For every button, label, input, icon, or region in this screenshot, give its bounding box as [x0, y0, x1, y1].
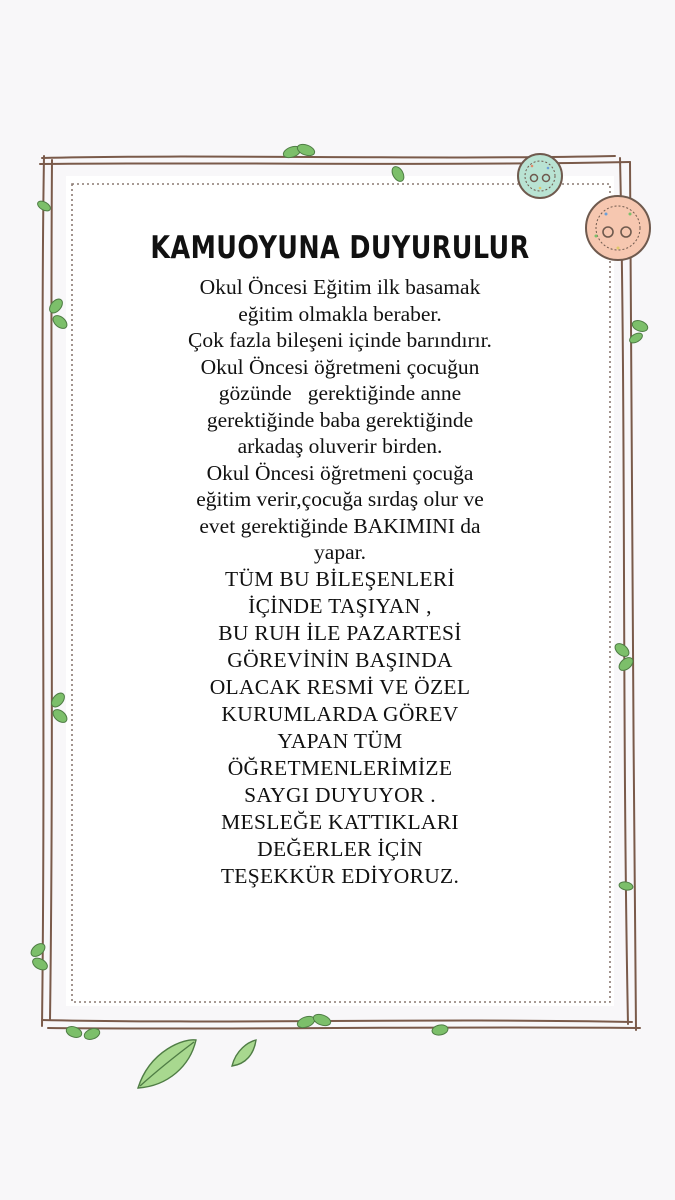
body-line: Okul Öncesi öğretmeni çocuğa [206, 460, 474, 485]
body-line: Okul Öncesi öğretmeni çocuğun [200, 354, 480, 379]
body-line: Okul Öncesi Eğitim ilk basamak [199, 275, 481, 299]
body-line: gerektiğinde baba gerektiğinde [206, 407, 474, 432]
caps-line: YAPAN TÜM [277, 728, 403, 753]
caps-line: GÖREVİNİN BAŞINDA [227, 647, 453, 672]
caps-line: DEĞERLER İÇİN [257, 836, 423, 861]
body-line: eğitim verir,çocuğa sırdaş olur ve [196, 487, 484, 511]
caps-line: BU RUH İLE PAZARTESİ [218, 620, 462, 645]
announcement-caps [100, 566, 580, 890]
body-line: eğitim olmakla beraber. [238, 301, 442, 326]
body-line: gözünde gerektiğinde anne [218, 381, 462, 405]
caps-line: TÜM BU BİLEŞENLERİ [225, 566, 455, 591]
caps-line: KURUMLARDA GÖREV [221, 701, 459, 726]
announcement-title: KAMUOYUNA DUYURULUR [150, 230, 530, 266]
caps-line: OLACAK RESMİ VE ÖZEL [209, 674, 471, 699]
announcement-body [100, 274, 580, 566]
caps-line: MESLEĞE KATTIKLARI [221, 809, 459, 834]
announcement [100, 228, 580, 890]
caps-line: İÇİNDE TAŞIYAN , [248, 593, 432, 618]
button-icon [518, 154, 562, 198]
leaf-icon [138, 1040, 256, 1088]
caps-line: TEŞEKKÜR EDİYORUZ. [220, 863, 460, 888]
button-icon [586, 196, 650, 260]
caps-line: ÖĞRETMENLERİMİZE [227, 755, 453, 780]
body-line: evet gerektiğinde BAKIMINI da [199, 513, 481, 538]
body-line: arkadaş oluverir birden. [237, 434, 443, 458]
caps-line: SAYGI DUYUYOR . [244, 782, 436, 807]
body-line: yapar. [314, 540, 366, 564]
body-line: Çok fazla bileşeni içinde barındırır. [188, 328, 492, 352]
